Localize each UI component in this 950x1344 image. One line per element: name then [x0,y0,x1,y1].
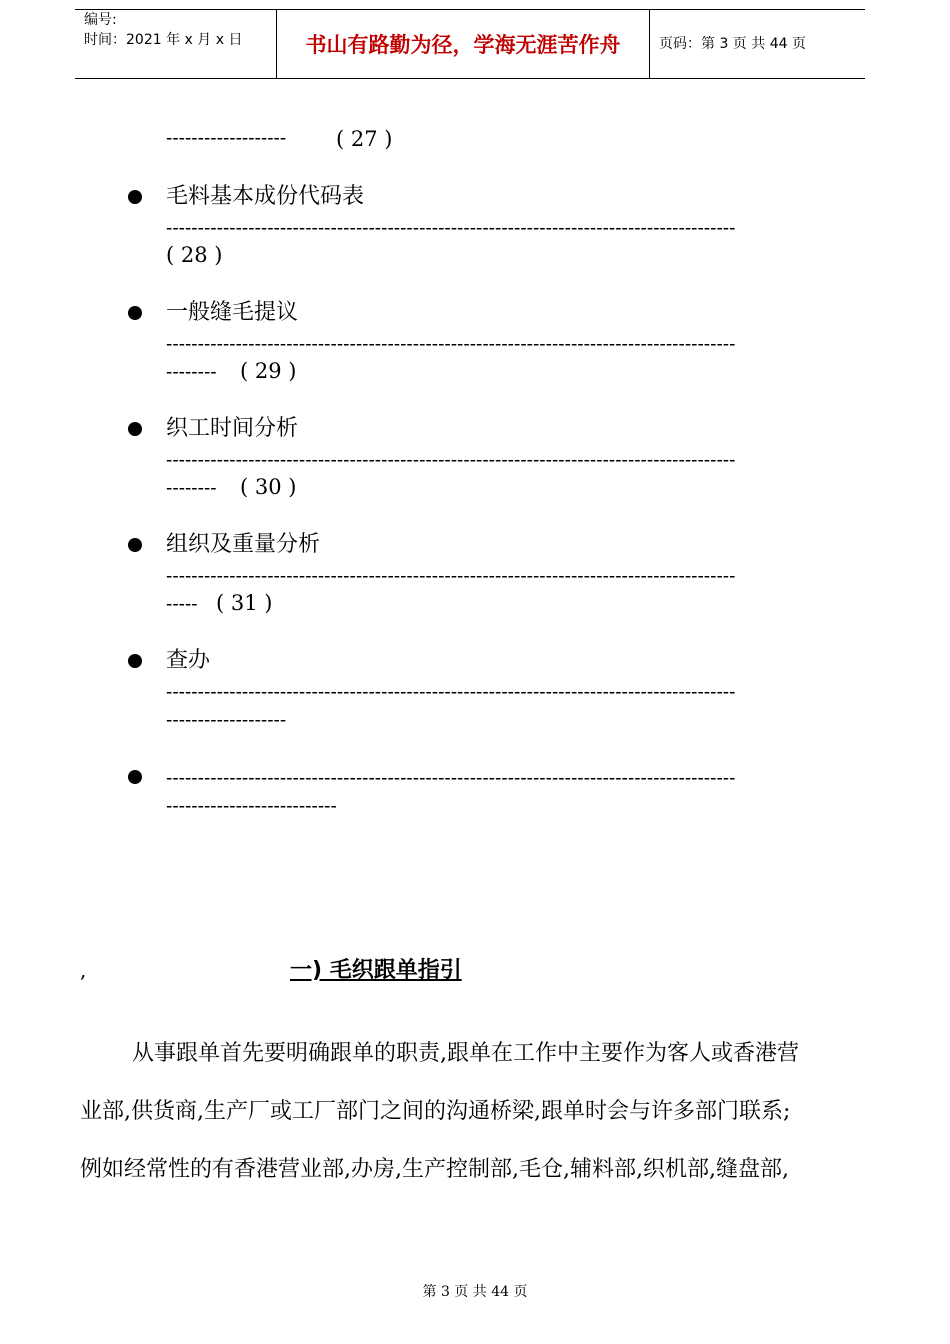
header-meta-cell [75,10,277,78]
header-page-cell [650,10,865,78]
paragraph-line: 例如经常性的有香港营业部,办房,生产控制部,毛仓,辅料部,织机部,缝盘部, [80,1157,789,1182]
toc-item-title: 一般缝毛提议 [166,300,299,325]
toc-item-dashes: ------------------------------------------------------------------------------------------ [166,682,736,703]
toc-item-dashes: ------------------------------------------------------------------------------------------ [166,566,736,587]
toc-item-title: 组织及重量分析 [166,532,321,557]
toc-item-dashes: ------------------------------------------------------------------------------------------ [166,450,736,471]
toc-item-dashes-cont: --------------------------- [166,796,337,817]
toc-item-title: 织工时间分析 [166,416,299,441]
header-page-label: 页码：第 3 页 共 44 页 [659,36,806,52]
toc-item-dashes: ------------------------------------------------------------------------------------------ [166,768,736,789]
bullet-icon [128,770,142,784]
toc-item-dashes: ------------------------------------------------------------------------------------------ [166,334,736,355]
toc-item-dashes: ------------------------------------------------------------------------------------------ [166,218,736,239]
page-header [75,9,865,79]
toc-item-page: ( 29 ) [240,359,297,383]
paragraph-line: 业部,供货商,生产厂或工厂部门之间的沟通桥梁,跟单时会与许多部门联系; [80,1099,791,1124]
toc-continuation-dashes: ------------------- [166,128,287,149]
bullet-icon [128,306,142,320]
bullet-icon [128,190,142,204]
toc-item-dashes-cont: -------- [166,478,217,499]
bullet-icon [128,538,142,552]
bullet-icon [128,422,142,436]
toc-item-title: 毛料基本成份代码表 [166,184,365,209]
page-footer: 第 3 页 共 44 页 [422,1284,528,1300]
bullet-icon [128,654,142,668]
toc-item-dashes-cont: -------- [166,362,217,383]
section-title: 一) 毛织跟单指引 [290,958,462,983]
toc-item-dashes-cont: ------------------- [166,710,287,731]
toc-item-page: ( 28 ) [166,243,223,267]
paragraph-line: 从事跟单首先要明确跟单的职责,跟单在工作中主要作为客人或香港营 [132,1041,799,1066]
number-label: 编号: [84,12,117,28]
header-motto-cell [277,10,650,78]
stray-comma: , [80,958,87,982]
toc-item-title: 查办 [166,648,211,673]
header-motto: 书山有路勤为径，学海无涯苦作舟 [305,33,621,57]
toc-item-page: ( 31 ) [216,591,273,615]
toc-continuation-page: ( 27 ) [336,127,393,151]
toc-item-page: ( 30 ) [240,475,297,499]
time-label: 时间：2021 年 x 月 x 日 [84,32,243,48]
toc-item-dashes-cont: ----- [166,594,198,615]
